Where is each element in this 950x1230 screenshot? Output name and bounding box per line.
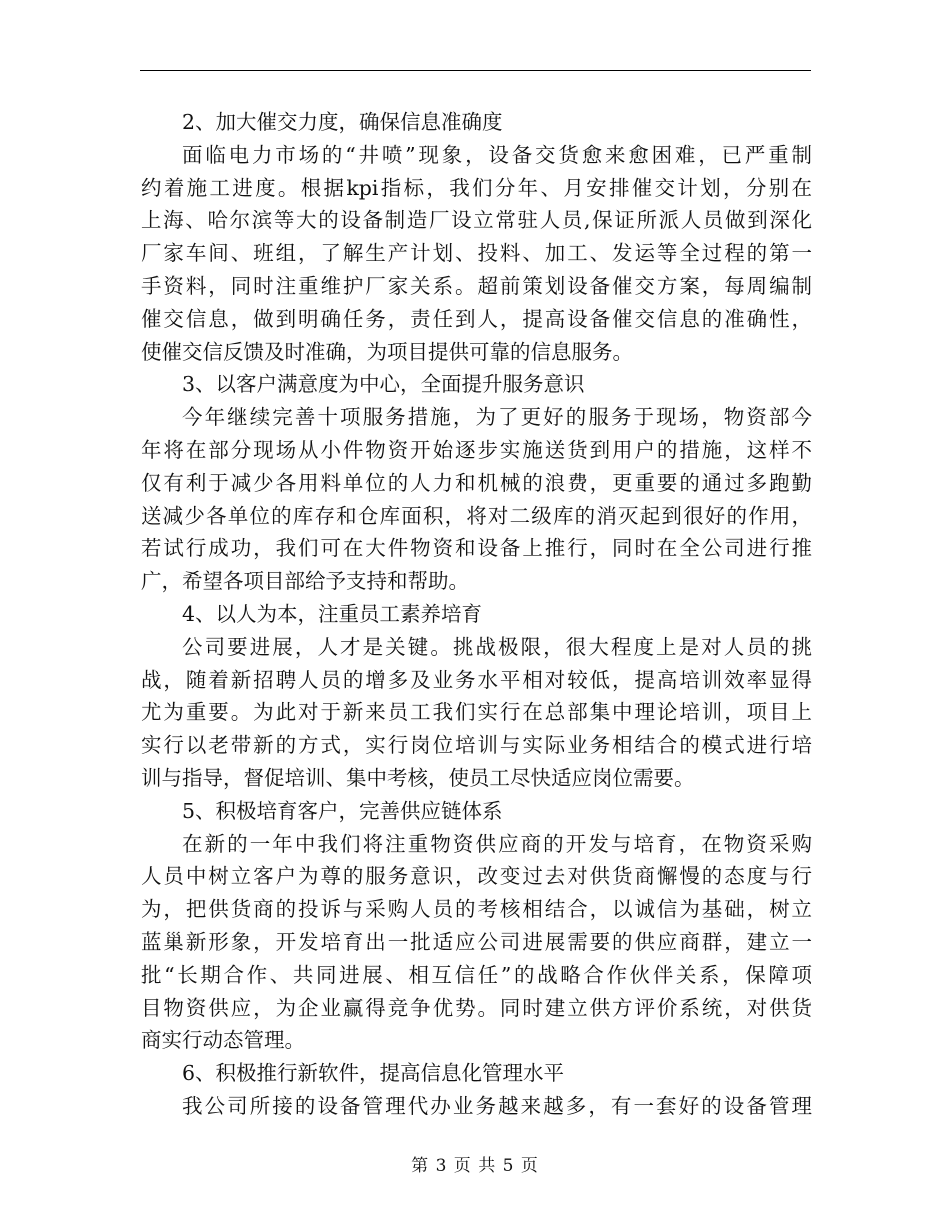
text-line: 年将在部分现场从小件物资开始逐步实施送货到用户的措施，这样不 bbox=[141, 437, 812, 462]
text-line: 送减少各单位的库存和仓库面积，将对二级库的消灭起到很好的作用， bbox=[141, 503, 812, 528]
text-line: 上海、哈尔滨等大的设备制造厂设立常驻人员,保证所派人员做到深化 bbox=[141, 208, 812, 233]
text-line: 实行以老带新的方式，实行岗位培训与实际业务相结合的模式进行培 bbox=[141, 733, 812, 758]
text-line: 在新的一年中我们将注重物资供应商的开发与培育，在物资采购 bbox=[182, 831, 812, 856]
page-number-footer: 第 3 页 共 5 页 bbox=[411, 1156, 539, 1176]
text-line: 4、以人为本，注重员工素养培育 bbox=[182, 601, 483, 626]
text-line: 手资料，同时注重维护厂家关系。超前策划设备催交方案，每周编制 bbox=[141, 273, 812, 298]
text-line: 训与指导，督促培训、集中考核，使员工尽快适应岗位需要。 bbox=[141, 765, 695, 790]
text-line: 若试行成功，我们可在大件物资和设备上推行，同时在全公司进行推 bbox=[141, 536, 812, 561]
text-line: 仅有利于减少各用料单位的人力和机械的浪费，更重要的通过多跑勤 bbox=[141, 470, 812, 495]
text-line: 5、积极培育客户，完善供应链体系 bbox=[182, 798, 503, 823]
text-line: 人员中树立客户为尊的服务意识，改变过去对供货商懈慢的态度与行 bbox=[141, 864, 812, 889]
document-body bbox=[141, 106, 812, 1123]
text-line: 公司要进展，人才是关键。挑战极限，很大程度上是对人员的挑 bbox=[182, 634, 812, 659]
text-line: 催交信息，做到明确任务，责任到人，提高设备催交信息的准确性， bbox=[141, 306, 812, 331]
text-line: 厂家车间、班组，了解生产计划、投料、加工、发运等全过程的第一 bbox=[141, 241, 812, 266]
text-line: 战，随着新招聘人员的增多及业务水平相对较低，提高培训效率显得 bbox=[141, 667, 812, 692]
text-line: 批“长期合作、共同进展、相互信任”的战略合作伙伴关系，保障项 bbox=[141, 962, 812, 987]
text-line: 使催交信反馈及时准确，为项目提供可靠的信息服务。 bbox=[141, 339, 633, 364]
text-line: 蓝巢新形象，开发培育出一批适应公司进展需要的供应商群，建立一 bbox=[141, 929, 812, 954]
text-line: 3、以客户满意度为中心，全面提升服务意识 bbox=[182, 372, 585, 397]
text-line: 我公司所接的设备管理代办业务越来越多，有一套好的设备管理 bbox=[182, 1093, 812, 1118]
text-line: 面临电力市场的“井喷”现象，设备交货愈来愈困难，已严重制 bbox=[182, 142, 812, 167]
text-line: 6、积极推行新软件，提高信息化管理水平 bbox=[182, 1061, 565, 1086]
text-line: 2、加大催交力度，确保信息准确度 bbox=[182, 110, 503, 134]
text-line: 尤为重要。为此对于新来员工我们实行在总部集中理论培训，项目上 bbox=[141, 700, 812, 725]
header-rule bbox=[140, 70, 811, 71]
text-line: 为，把供货商的投诉与采购人员的考核相结合，以诚信为基础，树立 bbox=[141, 897, 812, 922]
text-line: 商实行动态管理。 bbox=[141, 1028, 305, 1053]
text-line: 广，希望各项目部给予支持和帮助。 bbox=[141, 569, 469, 594]
text-line: 目物资供应，为企业赢得竞争优势。同时建立供方评价系统，对供货 bbox=[141, 995, 812, 1020]
text-line: 约着施工进度。根据kpi指标，我们分年、月安排催交计划，分别在 bbox=[141, 175, 812, 200]
text-line: 今年继续完善十项服务措施，为了更好的服务于现场，物资部今 bbox=[182, 405, 812, 430]
